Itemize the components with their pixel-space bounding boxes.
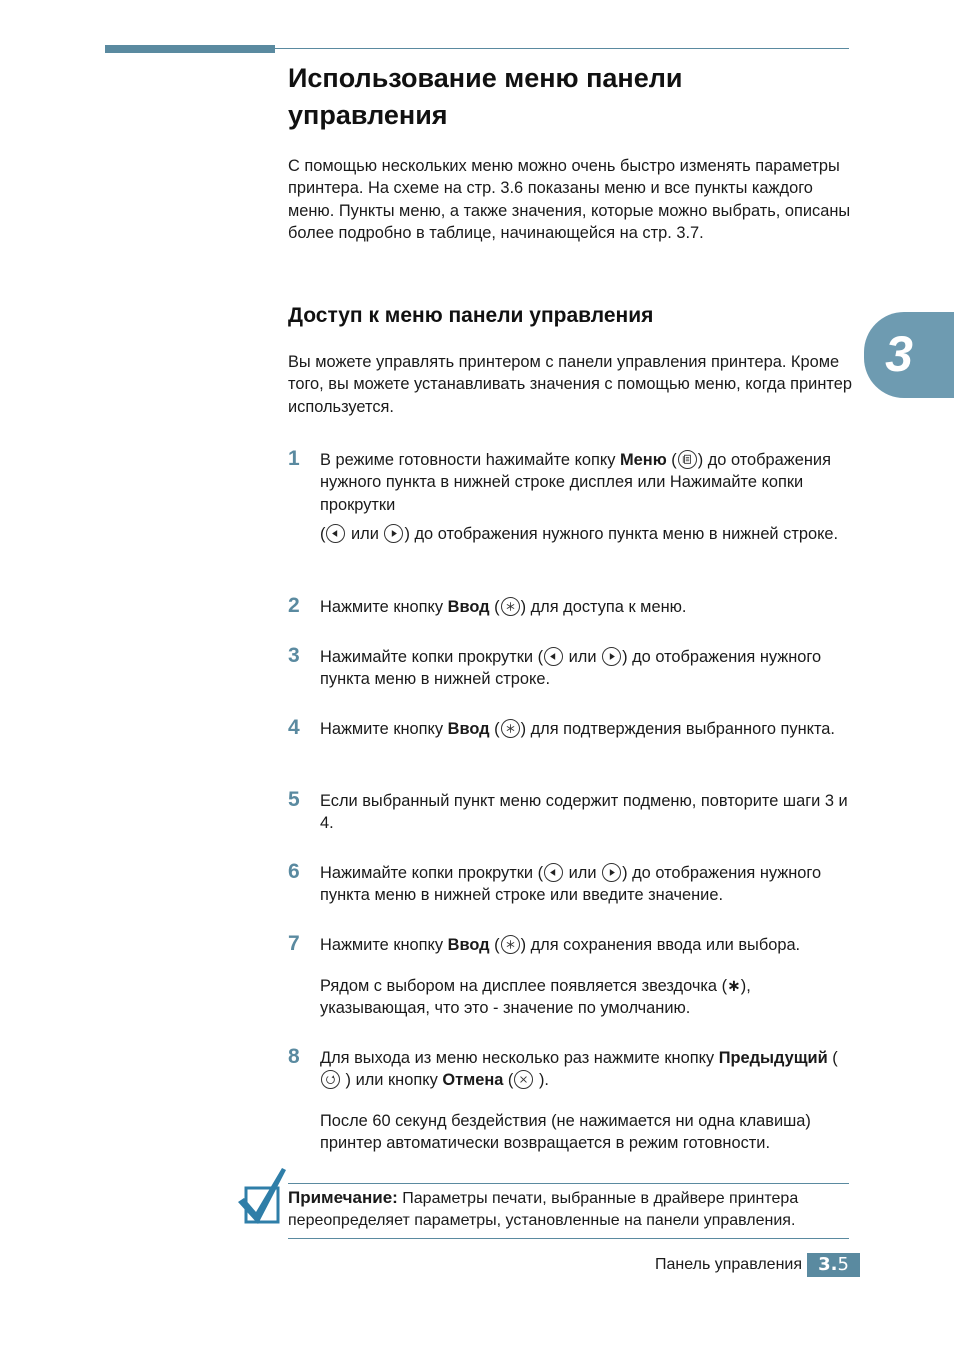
step-text: Нажмите кнопку Ввод ( ) для подтверждения выбранного пункта. xyxy=(320,720,835,738)
step-number: 7 xyxy=(288,932,300,955)
enter-star-icon xyxy=(501,719,520,738)
cancel-x-icon xyxy=(514,1070,533,1089)
step-text: В режиме готовности hажимайте копку Меню ( ) до отображения нужного пункта в нижней строке дисплея или Нажимайте копки прокрутки xyxy=(320,451,831,514)
scroll-left-icon xyxy=(544,863,563,882)
scroll-right-icon xyxy=(602,647,621,666)
scroll-right-icon xyxy=(384,524,403,543)
step-text: Для выхода из меню несколько раз нажмите кнопку Предыдущий ( ) или кнопку Отмена ( ). xyxy=(320,1049,838,1090)
menu-button-icon xyxy=(678,450,697,469)
step-text: Нажимайте копки прокрутки ( или ) до отображения нужного пункта меню в нижней строке или введите значение. xyxy=(320,864,822,905)
step-text: Если выбранный пункт меню содержит подменю, повторите шаги 3 и 4. xyxy=(320,792,848,833)
step-number: 5 xyxy=(288,788,300,811)
back-arrow-icon xyxy=(321,1070,340,1089)
checkmark-icon xyxy=(236,1166,288,1228)
step-number: 3 xyxy=(288,644,300,667)
note-rule-top xyxy=(288,1183,849,1184)
asterisk-symbol: ∗ xyxy=(727,977,741,995)
section-intro-paragraph: Вы можете управлять принтером с панели управления принтера. Кроме того, вы можете устанавливать значения с помощью меню, когда принтер используется. xyxy=(288,353,852,416)
step-subtext: ( или ) до отображения нужного пункта меню в нижней строке. xyxy=(320,525,839,543)
scroll-right-icon xyxy=(602,863,621,882)
step-number: 4 xyxy=(288,716,300,739)
scroll-left-icon xyxy=(544,647,563,666)
page-title: Использование меню панели управления xyxy=(288,63,683,130)
step-number: 6 xyxy=(288,860,300,883)
note-rule-bottom xyxy=(288,1238,849,1239)
section-title: Доступ к меню панели управления xyxy=(288,304,654,327)
chapter-tab-number: 3 xyxy=(885,326,913,382)
step-text: Нажимайте копки прокрутки ( или ) до отображения нужного пункта меню в нижней строке. xyxy=(320,648,822,689)
header-rule-thick xyxy=(105,45,275,53)
step-subtext: После 60 секунд бездействия (не нажимается ни одна клавиша) принтер автоматически возвращается в режим готовности. xyxy=(320,1112,811,1153)
enter-star-icon xyxy=(501,935,520,954)
header-rule-thin xyxy=(275,48,849,49)
step-subtext: Рядом с выбором на дисплее появляется звездочка (∗), указывающая, что это - значение по умолчанию. xyxy=(320,977,751,1018)
enter-star-icon xyxy=(501,597,520,616)
step-text: Нажмите кнопку Ввод ( ) для доступа к меню. xyxy=(320,598,687,616)
chapter-tab xyxy=(864,312,954,398)
note-text: Примечание: Параметры печати, выбранные в драйвере принтера переопределяет параметры, установленные на панели управления. xyxy=(288,1188,799,1229)
step-number: 1 xyxy=(288,447,300,470)
note-label: Примечание: xyxy=(288,1188,398,1207)
page-number-badge: 3.5 xyxy=(807,1253,860,1277)
step-text: Нажмите кнопку Ввод ( ) для сохранения ввода или выбора. xyxy=(320,936,801,954)
step-number: 8 xyxy=(288,1045,300,1068)
footer-section-name: Панель управления xyxy=(655,1256,802,1273)
scroll-left-icon xyxy=(326,524,345,543)
intro-paragraph: С помощью нескольких меню можно очень быстро изменять параметры принтера. На схеме на стр. 3.6 показаны меню и все пункты каждого меню. Пункты меню, а также значения, которые можно выбрать, описаны более подробно в таблице, начинающейся на стр. 3.7. xyxy=(288,157,851,243)
step-number: 2 xyxy=(288,594,300,617)
